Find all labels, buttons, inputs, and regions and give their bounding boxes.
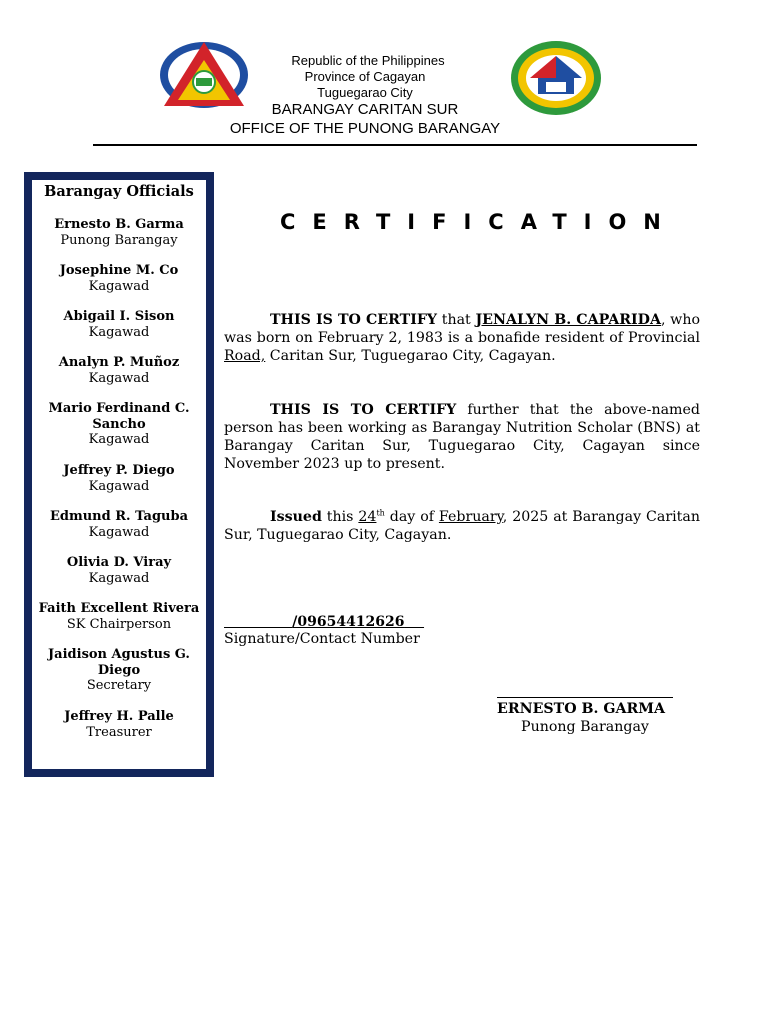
official-item: Mario Ferdinand C. Sancho Kagawad [48,401,190,447]
resident-name: JENALYN B. CAPARIDA [475,312,661,328]
official-item: Edmund R. Taguba Kagawad [49,509,189,540]
official-item: Jeffrey P. Diego Kagawad [63,463,175,494]
official-item: Olivia D. Viray Kagawad [66,555,172,586]
signatory-name: ERNESTO B. GARMA [497,701,665,717]
official-item: Jaidison Agustus G. Diego Secretary [48,647,190,693]
official-item: Ernesto B. Garma Punong Barangay [54,217,184,248]
official-item: Jeffrey H. Palle Treasurer [64,709,174,740]
signatory-title: Punong Barangay [521,719,649,735]
header-office: OFFICE OF THE PUNONG BARANGAY [229,120,501,137]
header-divider [93,144,697,146]
barangay-seal-logo [158,40,250,110]
official-item: Abigail I. Sison Kagawad [63,309,175,340]
officials-heading: Barangay Officials [44,183,194,200]
officials-sidebar [24,172,214,777]
official-item: Analyn P. Muñoz Kagawad [58,355,180,386]
header-province: Province of Cagayan [304,69,426,84]
official-item: Josephine M. Co Kagawad [59,263,179,294]
header-city: Tuguegarao City [317,85,413,100]
issued-paragraph: Issued this 24th day of February, 2025 at Barangay Caritan Sur, Tuguegarao City, Cagayan. [224,508,700,543]
document-title: CERTIFICATION [280,210,678,234]
certification-paragraph-1: THIS IS TO CERTIFY that JENALYN B. CAPARIDA, who was born on February 2, 1983 is a bonafide resident of Provincial Road, Caritan Sur, Tuguegarao City, Cagayan. [224,312,701,364]
city-seal-logo [510,40,602,116]
header-republic: Republic of the Philippines [291,53,445,68]
official-item: Faith Excellent Rivera SK Chairperson [38,601,200,632]
header-barangay: BARANGAY CARITAN SUR [271,101,459,118]
signature-line [497,697,673,698]
signature-label: Signature/Contact Number [224,631,420,647]
contact-number: /09654412626 [292,614,405,630]
certification-paragraph-2: THIS IS TO CERTIFY further that the above-named person has been working as Barangay Nutrition Scholar (BNS) at Barangay Caritan Sur, Tuguegarao City, Cagayan since November 2023 up to present. [224,402,700,472]
